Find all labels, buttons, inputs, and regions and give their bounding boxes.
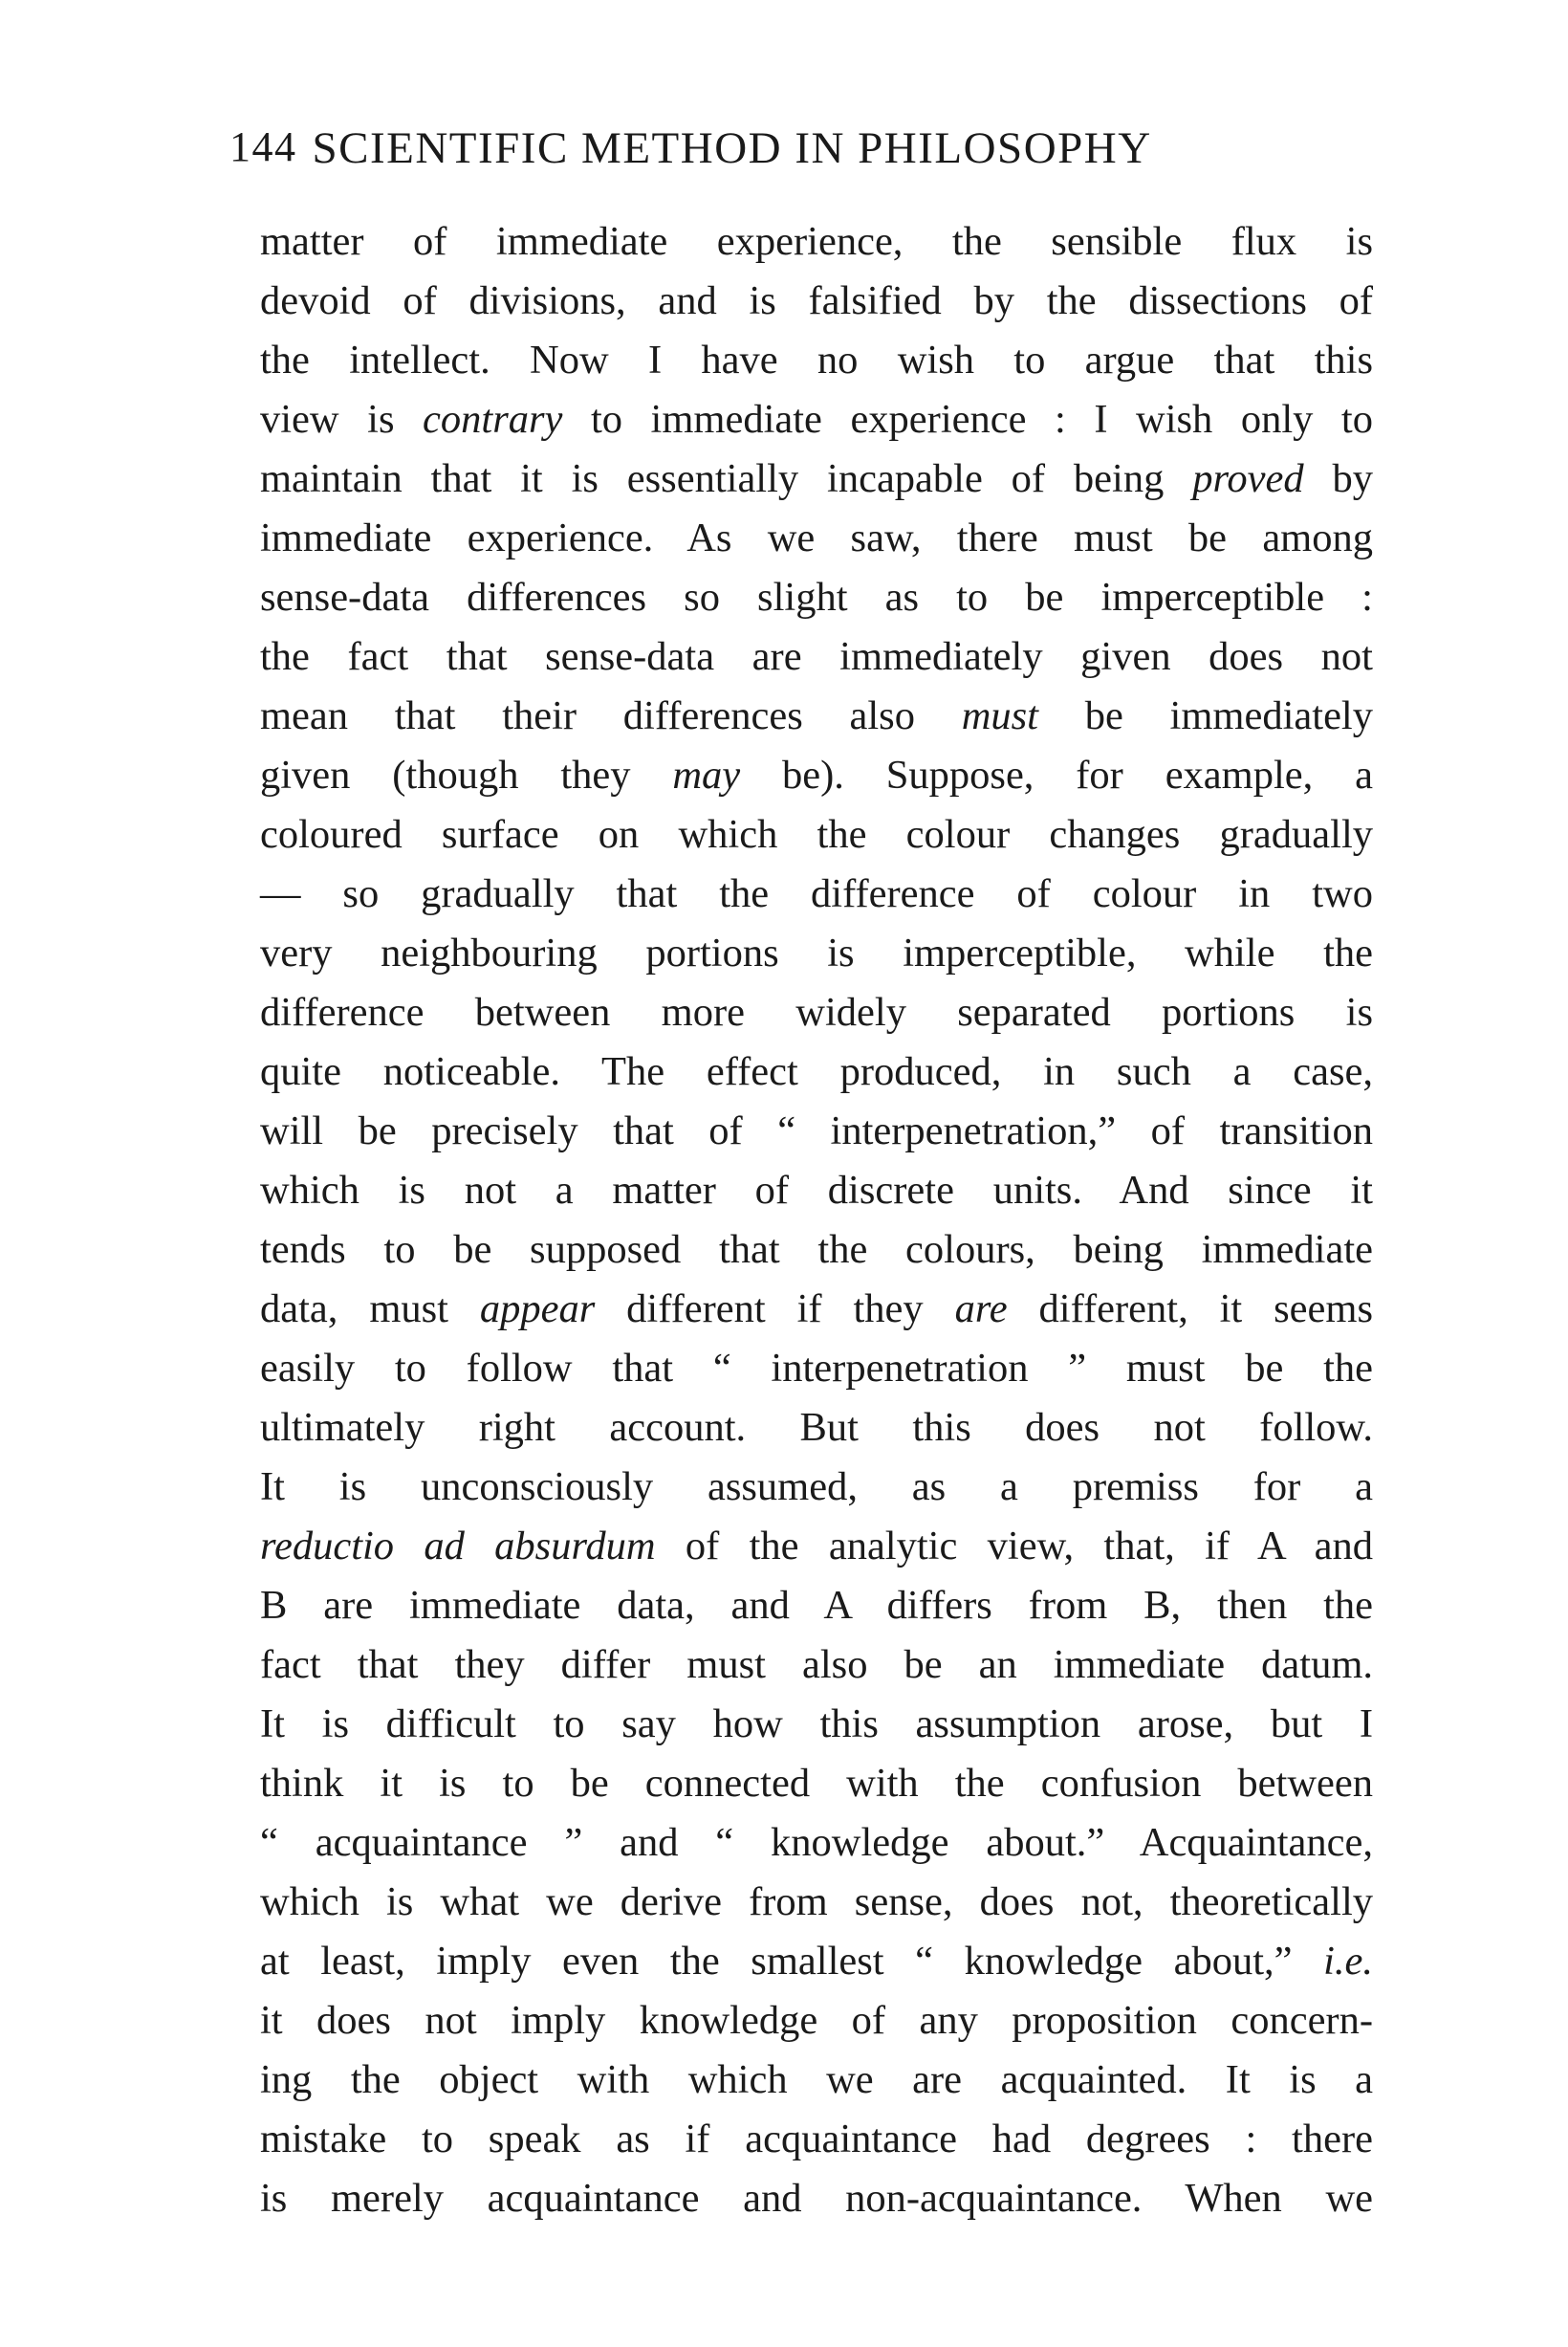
text-segment: coloured surface on which the colour changes gradually xyxy=(260,812,1373,857)
text-segment: sense-data differences so slight as to be imperceptible : xyxy=(260,575,1373,620)
text-line xyxy=(260,983,1373,1042)
text-line xyxy=(260,627,1373,687)
text-line xyxy=(260,1161,1373,1220)
text-segment: It is difficult to say how this assumption arose, but I xyxy=(260,1701,1373,1746)
text-segment: be). Suppose, for example, a xyxy=(740,753,1373,798)
text-segment: view is xyxy=(260,397,424,442)
text-segment: easily to follow that “ interpenetration ” must be the xyxy=(260,1346,1373,1391)
text-segment: be immediately xyxy=(1038,693,1373,738)
text-segment: given (though they xyxy=(260,753,673,798)
text-segment: devoid of divisions, and is falsified by the dissections of xyxy=(260,278,1373,323)
text-segment: different, it seems xyxy=(1007,1286,1373,1331)
italic-text: must xyxy=(961,693,1038,738)
text-line xyxy=(260,1991,1373,2051)
text-segment: is merely acquaintance and non-acquaintance. When we xyxy=(260,2176,1373,2221)
text-segment: mistake to speak as if acquaintance had degrees : there xyxy=(260,2117,1373,2161)
body-text xyxy=(260,212,1373,2228)
text-line xyxy=(260,2110,1373,2169)
text-line xyxy=(260,1635,1373,1695)
text-segment: it does not imply knowledge of any proposition concern- xyxy=(260,1998,1373,2043)
italic-text: appear xyxy=(479,1286,596,1331)
text-line xyxy=(260,331,1373,390)
text-segment: data, must xyxy=(260,1286,480,1331)
italic-text: contrary xyxy=(423,397,563,442)
text-line xyxy=(260,746,1373,805)
text-line xyxy=(260,924,1373,983)
text-segment: fact that they differ must also be an immediate datum. xyxy=(260,1642,1373,1687)
text-line xyxy=(260,272,1373,331)
text-line xyxy=(260,1458,1373,1517)
text-line xyxy=(260,2169,1373,2228)
text-segment: different if they xyxy=(595,1286,955,1331)
text-segment: will be precisely that of “ interpenetration,” of transition xyxy=(260,1108,1373,1153)
text-line xyxy=(260,1813,1373,1873)
page-number: 144 xyxy=(229,123,297,170)
text-segment: at least, imply even the smallest “ knowledge about,” xyxy=(260,1939,1324,1984)
running-title: SCIENTIFIC METHOD IN PHILOSOPHY xyxy=(312,123,1152,173)
italic-text: reductio ad absurdum xyxy=(260,1524,656,1568)
text-segment: tends to be supposed that the colours, being immediate xyxy=(260,1227,1373,1272)
text-line xyxy=(260,1339,1373,1398)
text-line xyxy=(260,805,1373,865)
text-line xyxy=(260,1695,1373,1754)
text-line xyxy=(260,2051,1373,2110)
text-line xyxy=(260,568,1373,627)
text-line xyxy=(260,1932,1373,1991)
text-segment: “ acquaintance ” and “ knowledge about.” Acquaintance, xyxy=(260,1820,1373,1865)
text-segment: very neighbouring portions is imperceptible, while the xyxy=(260,931,1373,976)
text-line xyxy=(260,1280,1373,1339)
text-segment: of the analytic view, that, if A and xyxy=(655,1524,1374,1568)
italic-text: are xyxy=(954,1286,1008,1331)
text-segment: quite noticeable. The effect produced, in such a case, xyxy=(260,1049,1373,1094)
text-line xyxy=(260,1398,1373,1458)
text-segment: think it is to be connected with the confusion between xyxy=(260,1761,1373,1806)
text-line xyxy=(260,390,1373,450)
text-line xyxy=(260,865,1373,924)
text-line xyxy=(260,1220,1373,1280)
text-segment: maintain that it is essentially incapable of being xyxy=(260,456,1193,501)
text-segment: the intellect. Now I have no wish to argue that this xyxy=(260,338,1373,383)
text-line xyxy=(260,1873,1373,1932)
text-line xyxy=(260,509,1373,568)
text-line xyxy=(260,1754,1373,1813)
text-line xyxy=(260,1042,1373,1102)
text-segment: matter of immediate experience, the sensible flux is xyxy=(260,219,1373,264)
text-segment: which is not a matter of discrete units. And since it xyxy=(260,1168,1373,1213)
text-segment: It is unconsciously assumed, as a premiss for a xyxy=(260,1464,1373,1509)
text-segment: B are immediate data, and A differs from B, then the xyxy=(260,1583,1373,1628)
text-segment: by xyxy=(1303,456,1373,501)
italic-text: proved xyxy=(1192,456,1304,501)
italic-text: may xyxy=(672,753,741,798)
text-segment: the fact that sense-data are immediately given does not xyxy=(260,634,1373,679)
text-segment: which is what we derive from sense, does not, theoretically xyxy=(260,1879,1373,1924)
running-header xyxy=(229,122,1350,174)
text-segment: ing the object with which we are acquainted. It is a xyxy=(260,2057,1373,2102)
italic-text: i.e. xyxy=(1323,1939,1373,1984)
text-segment: mean that their differences also xyxy=(260,693,962,738)
text-segment: — so gradually that the difference of colour in two xyxy=(260,871,1373,916)
text-line xyxy=(260,450,1373,509)
text-segment: difference between more widely separated portions is xyxy=(260,990,1373,1035)
text-line xyxy=(260,1576,1373,1635)
text-line xyxy=(260,687,1373,746)
text-segment: ultimately right account. But this does not follow. xyxy=(260,1405,1373,1450)
text-segment: to immediate experience : I wish only to xyxy=(562,397,1373,442)
text-line xyxy=(260,1517,1373,1576)
text-segment: immediate experience. As we saw, there must be among xyxy=(260,515,1373,560)
text-line xyxy=(260,212,1373,272)
text-line xyxy=(260,1102,1373,1161)
